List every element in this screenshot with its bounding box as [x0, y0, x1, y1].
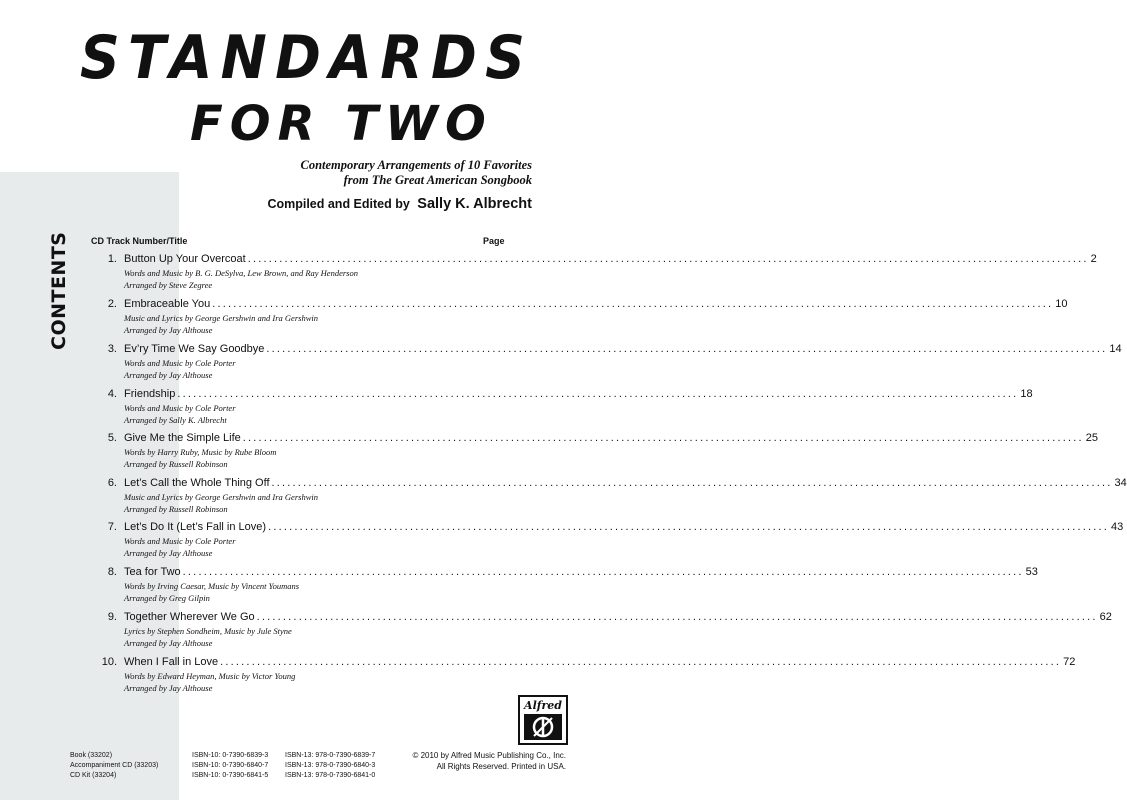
page-number: 14 [1109, 343, 1122, 355]
song-credit: Music and Lyrics by George Gershwin and Ira Gershwin [124, 492, 318, 502]
dot-leader: ................................................................................................................................................................ [266, 343, 1108, 355]
song-title: Embraceable You [124, 298, 211, 310]
track-number: 5. [107, 432, 117, 444]
column-header-title: CD Track Number/Title [91, 236, 188, 246]
track-number: 1. [107, 253, 117, 265]
subtitle-line1: Contemporary Arrangements of 10 Favorites [300, 158, 532, 172]
dot-leader: ................................................................................................................................................................ [220, 656, 1062, 668]
arranger-credit: Arranged by Russell Robinson [124, 503, 228, 514]
publisher-logo [518, 695, 568, 745]
page-number: 34 [1114, 477, 1127, 489]
page-number: 25 [1085, 432, 1099, 444]
column-header-page: Page [483, 236, 505, 246]
copyright-line: © 2010 by Alfred Music Publishing Co., Inc. [412, 751, 566, 760]
footer-product: Accompaniment CD (33203) [70, 762, 159, 769]
book-title: STANDARDS [80, 23, 534, 93]
page-number: 62 [1099, 611, 1112, 623]
page-number: 2 [1090, 253, 1097, 265]
compiled-label: Compiled and Edited by [267, 197, 410, 211]
toc-entry-line [94, 611, 1112, 626]
compiler-name: Sally K. Albrecht [417, 196, 532, 212]
arranger-credit: Arranged by Jay Althouse [124, 369, 213, 380]
song-title: Together Wherever We Go [124, 611, 255, 623]
song-credit: Words and Music by Cole Porter [124, 403, 236, 413]
arranger-credit: Arranged by Jay Althouse [124, 324, 213, 335]
toc-entry-line [94, 477, 1127, 492]
song-credit: Words and Music by Cole Porter [124, 358, 236, 368]
toc-entry-line [94, 298, 1068, 313]
song-title: Friendship [124, 388, 176, 400]
song-credit: Words and Music by B. G. DeSylva, Lew Brown, and Ray Henderson [124, 268, 358, 278]
book-title-line2: FOR TWO [190, 96, 493, 152]
arranger-credit: Arranged by Greg Gilpin [124, 592, 210, 603]
toc-entry-line [94, 343, 1122, 358]
toc-entry [94, 343, 1122, 381]
alfred-logo-icon [523, 713, 563, 741]
footer-isbn: ISBN-13: 978-0-7390-6841-0 [285, 772, 376, 779]
song-title: Give Me the Simple Life [124, 432, 241, 444]
song-title: Button Up Your Overcoat [124, 253, 246, 265]
toc-entry [94, 253, 1097, 291]
dot-leader: ................................................................................................................................................................ [271, 477, 1113, 489]
arranger-credit: Arranged by Steve Zegree [124, 279, 213, 290]
song-credit: Words by Irving Caesar, Music by Vincent Youmans [124, 581, 300, 591]
dot-leader: ................................................................................................................................................................ [242, 432, 1084, 444]
dot-leader: ................................................................................................................................................................ [177, 388, 1019, 400]
book-subtitle [301, 158, 533, 188]
page-number: 72 [1063, 656, 1076, 668]
footer-product: CD Kit (33204) [70, 772, 117, 779]
footer-isbn: ISBN-10: 0-7390-6840-7 [192, 762, 269, 769]
song-title: Ev’ry Time We Say Goodbye [124, 343, 265, 355]
dot-leader: ................................................................................................................................................................ [256, 611, 1098, 623]
track-number: 9. [107, 611, 117, 623]
toc-entry [94, 477, 1127, 515]
copyright [412, 750, 566, 772]
toc-entry [94, 611, 1112, 649]
dot-leader: ................................................................................................................................................................ [247, 253, 1089, 265]
song-credit: Words by Harry Ruby, Music by Rube Bloom [124, 447, 277, 457]
toc-entry [94, 298, 1068, 336]
toc-entry-line [94, 521, 1124, 536]
footer-isbn13 [285, 751, 375, 781]
footer-isbn: ISBN-10: 0-7390-6839-3 [192, 752, 269, 759]
dot-leader: ................................................................................................................................................................ [212, 298, 1054, 310]
toc-entry [94, 388, 1033, 426]
footer-product: Book (33202) [70, 752, 113, 759]
footer-products [70, 751, 158, 781]
dot-leader: ................................................................................................................................................................ [268, 521, 1110, 533]
song-credit: Music and Lyrics by George Gershwin and Ira Gershwin [124, 313, 318, 323]
page-number: 53 [1025, 566, 1038, 578]
track-number: 7. [107, 521, 117, 533]
arranger-credit: Arranged by Jay Althouse [124, 637, 213, 648]
song-credit: Lyrics by Stephen Sondheim, Music by Jule Styne [124, 626, 292, 636]
track-number: 4. [107, 388, 117, 400]
page-number: 10 [1055, 298, 1068, 310]
page-number: 18 [1020, 388, 1033, 400]
toc-entry-line [94, 656, 1076, 671]
subtitle-line2: from The Great American Songbook [343, 173, 532, 187]
toc-entry [94, 521, 1124, 559]
footer-isbn10 [192, 751, 268, 781]
track-number: 10. [101, 656, 117, 668]
arranger-credit: Arranged by Jay Althouse [124, 547, 213, 558]
toc-entry-line [94, 566, 1038, 581]
track-number: 2. [107, 298, 117, 310]
footer-isbn: ISBN-10: 0-7390-6841-5 [192, 772, 269, 779]
contents-heading: CONTENTS [48, 231, 70, 350]
toc-entry [94, 656, 1076, 694]
footer-isbn: ISBN-13: 978-0-7390-6840-3 [285, 762, 376, 769]
song-credit: Words by Edward Heyman, Music by Victor Young [124, 671, 296, 681]
song-title: Let’s Do It (Let’s Fall in Love) [124, 521, 267, 533]
toc-entry-line [94, 253, 1097, 268]
logo-word: Alfred [524, 699, 562, 712]
footer-isbn: ISBN-13: 978-0-7390-6839-7 [285, 752, 376, 759]
compiled-by [267, 196, 532, 212]
toc-entry [94, 566, 1038, 604]
toc-entry-line [94, 388, 1033, 403]
toc-entry-line [94, 432, 1099, 447]
copyright-line: All Rights Reserved. Printed in USA. [436, 762, 566, 771]
track-number: 3. [107, 343, 117, 355]
song-title: Tea for Two [124, 566, 181, 578]
arranger-credit: Arranged by Sally K. Albrecht [124, 414, 227, 425]
page-number: 43 [1111, 521, 1124, 533]
song-credit: Words and Music by Cole Porter [124, 536, 236, 546]
arranger-credit: Arranged by Russell Robinson [124, 458, 228, 469]
song-title: When I Fall in Love [124, 656, 219, 668]
track-number: 8. [107, 566, 117, 578]
track-number: 6. [107, 477, 117, 489]
song-title: Let’s Call the Whole Thing Off [124, 477, 270, 489]
dot-leader: ................................................................................................................................................................ [182, 566, 1024, 578]
toc-entry [94, 432, 1099, 470]
arranger-credit: Arranged by Jay Althouse [124, 682, 213, 693]
